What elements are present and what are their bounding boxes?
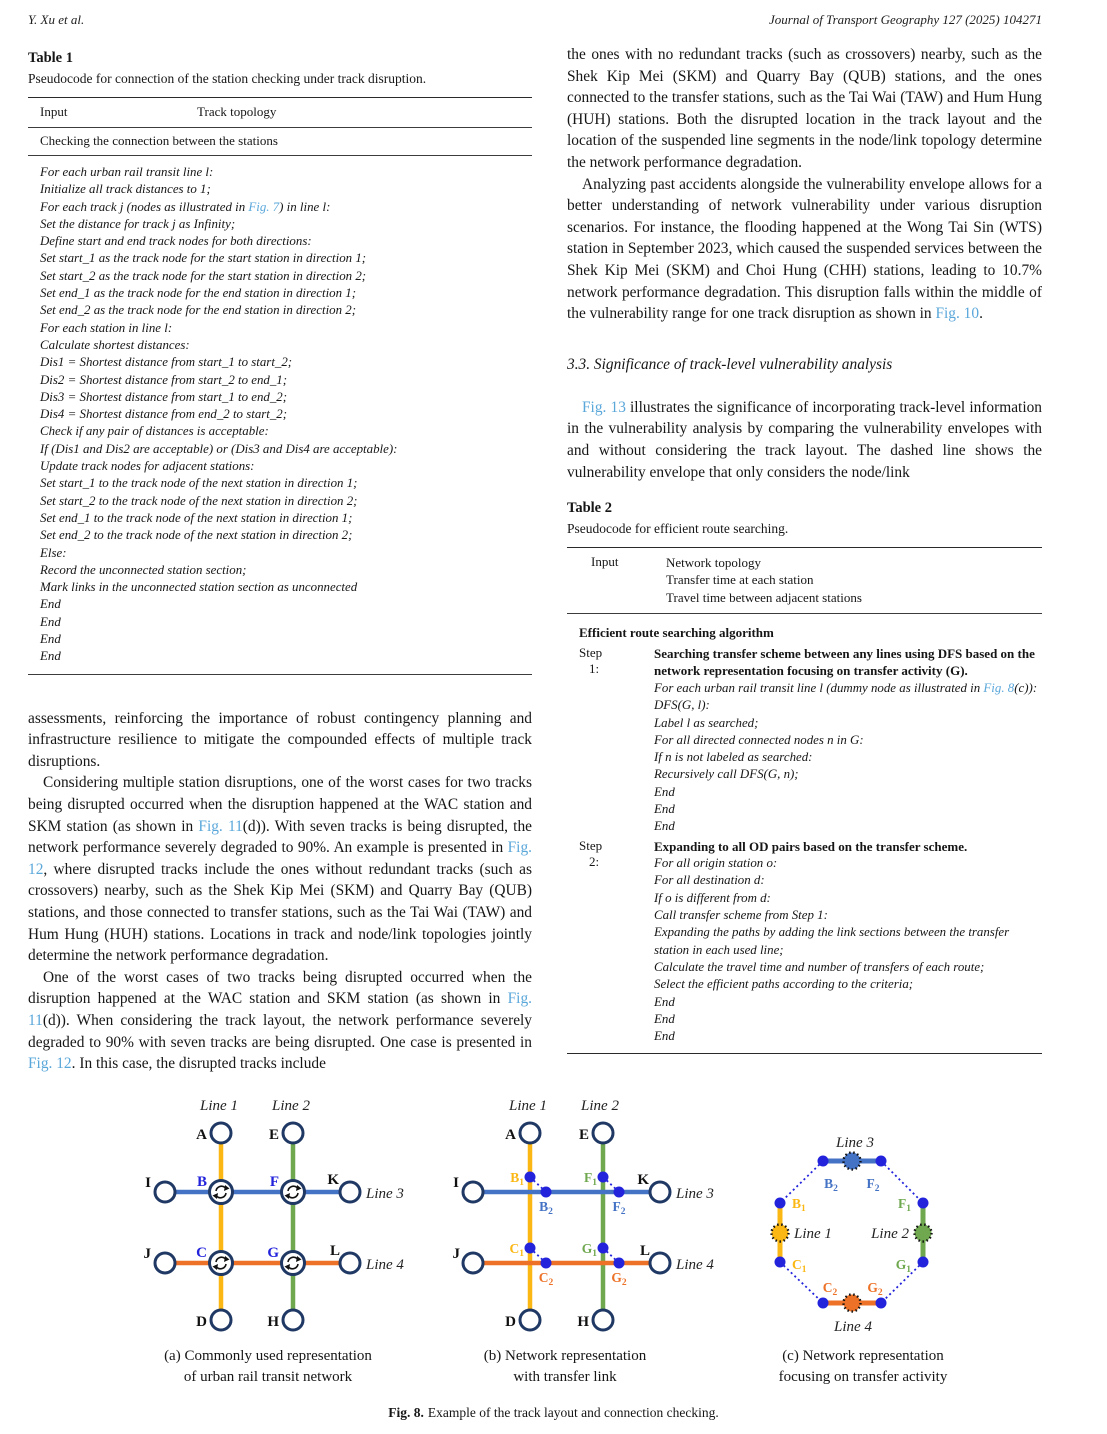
figure-reference-link[interactable]: Fig. 8 — [983, 680, 1015, 695]
pseudocode-line: End — [654, 784, 675, 799]
station-node — [520, 1123, 540, 1143]
dummy-node-line2 — [915, 1225, 932, 1242]
step1-label: Step 1: — [579, 644, 603, 676]
transfer-dot — [876, 1156, 887, 1167]
station-label: A — [196, 1127, 207, 1143]
station-label: K — [637, 1172, 649, 1188]
transfer-dot — [598, 1172, 609, 1183]
figure-reference-link[interactable]: Fig. 7 — [248, 199, 280, 214]
pseudocode-line: End — [40, 632, 61, 647]
station-node — [340, 1253, 360, 1273]
pseudocode-line: Calculate shortest distances: — [40, 337, 190, 352]
pseudocode-line: If (Dis1 and Dis2 are acceptable) or (Dis3 and Dis4 are acceptable): — [40, 441, 398, 456]
node-label-F1: $F_1$ — [898, 1196, 911, 1214]
line4-label: Line 4 — [366, 1257, 404, 1273]
pseudocode-line: Check if any pair of distances is acceptable: — [40, 424, 269, 439]
step1-pseudocode — [654, 680, 1042, 836]
section-heading-3-3: 3.3. Significance of track-level vulnerability analysis — [567, 355, 893, 373]
pseudocode-line: For all directed connected nodes n in G: — [654, 732, 864, 747]
station-node — [155, 1253, 175, 1273]
pseudocode-line: If o is different from d: — [654, 890, 771, 905]
line1-label: Line 1 — [794, 1226, 832, 1242]
pseudocode-line: End — [40, 649, 61, 664]
line3-label: Line 3 — [676, 1186, 714, 1202]
pseudocode-line: For each urban rail transit line l (dummy node as illustrated in Fig. 8(c)): — [654, 680, 1038, 695]
table1-caption: Pseudocode for connection of the station checking under track disruption. — [28, 71, 427, 86]
transfer-station-node — [282, 1252, 305, 1275]
transfer-dot — [918, 1198, 929, 1209]
transfer-station-node — [210, 1181, 233, 1204]
table2-input-value: Travel time between adjacent stations — [666, 589, 862, 605]
station-label: J — [452, 1246, 460, 1262]
pseudocode-line: Dis1 = Shortest distance from start_1 to start_2; — [40, 355, 293, 370]
table1 — [28, 97, 532, 675]
transfer-station-label: C — [196, 1245, 207, 1261]
table2-input-row — [567, 548, 1042, 613]
line2-label: Line 2 — [871, 1226, 909, 1242]
station-node — [463, 1182, 483, 1202]
figure8-diagram — [0, 1085, 1107, 1343]
pseudocode-line: Else: — [40, 545, 67, 560]
table2-step-2 — [567, 838, 1042, 1046]
figure-reference-link[interactable]: Fig. 11 — [198, 817, 243, 835]
pseudocode-line: Set end_1 to the track node of the next station in direction 1; — [40, 510, 353, 525]
pseudocode-line: Set end_2 as the track node for the end station in direction 2; — [40, 303, 357, 318]
transfer-dot — [775, 1257, 786, 1268]
table1-header-row — [28, 98, 532, 127]
transfer-station-label: B — [196, 1174, 207, 1190]
line3-label: Line 3 — [836, 1135, 874, 1151]
transfer-dot — [614, 1187, 625, 1198]
pseudocode-line: Update track nodes for adjacent stations: — [40, 459, 255, 474]
station-node — [211, 1310, 231, 1330]
transfer-dot — [818, 1298, 829, 1309]
figure8-caption — [0, 1405, 1107, 1421]
transfer-dot — [541, 1187, 552, 1198]
station-node — [593, 1310, 613, 1330]
station-node — [520, 1310, 540, 1330]
transfer-dot — [541, 1258, 552, 1269]
step2-body — [654, 838, 1042, 1046]
pseudocode-line: DFS(G, l): — [654, 698, 710, 713]
line1-label: Line 1 — [200, 1098, 238, 1114]
node-label-F1: $F_1$ — [584, 1170, 597, 1188]
left-paragraph-3: One of the worst cases of two tracks being disrupted occurred when the disruption happened at the WAC station and SKM station (as shown in Fig. 11(d)). When considering the track layout, the network performance severely degraded to 90% with seven tracks are being disrupted. One case is presented in Fig. 12. In this case, the disrupted tracks include — [28, 968, 532, 1073]
table1-subheader: Checking the connection between the stations — [40, 133, 278, 148]
figure-reference-link[interactable]: Fig. 12 — [28, 1055, 72, 1073]
pseudocode-line: Expanding the paths by adding the link sections between the transfer station in each used line; — [654, 925, 1010, 957]
node-label-B2: $B_2$ — [539, 1199, 553, 1217]
dummy-node-line4 — [844, 1295, 861, 1312]
panel-c-caption: (c) Network representation focusing on transfer activity — [778, 1348, 948, 1385]
table2-col-input: Input — [591, 554, 619, 570]
line4-label: Line 4 — [676, 1257, 714, 1273]
pseudocode-line: Label l as searched; — [654, 715, 759, 730]
figure-reference-link[interactable]: Fig. 10 — [935, 305, 980, 323]
station-label: I — [145, 1175, 151, 1191]
pseudocode-line: Set start_2 to the track node of the next station in direction 2; — [40, 493, 358, 508]
figure-reference-link[interactable]: Fig. 12 — [28, 839, 532, 878]
line4-label: Line 4 — [834, 1319, 872, 1335]
pseudocode-line: For each station in line l: — [40, 320, 173, 335]
station-node — [283, 1310, 303, 1330]
panel-b — [453, 1098, 715, 1330]
line1-label: Line 1 — [509, 1098, 547, 1114]
table1-col-input: Input — [40, 104, 68, 119]
pseudocode-line: Record the unconnected station section; — [40, 562, 247, 577]
transfer-dot — [876, 1298, 887, 1309]
pseudocode-line: Define start and end track nodes for both directions: — [40, 234, 312, 249]
table2-input-value: Network topology — [666, 555, 761, 571]
right-paragraph-1: the ones with no redundant tracks (such as crossovers) nearby, such as the Shek Kip Mei (SKM) and Quarry Bay (QUB) stations, and the ones connected to the transfer stations, such as the Tai Wai (TAW) and Hum Hung (HUH) stations. Both the disrupted location in the track layout and the location of the suspended line segments in the node/link topology determine the network performance degradation. — [567, 46, 1042, 171]
station-node — [463, 1253, 483, 1273]
pseudocode-line: If n is not labeled as searched: — [654, 750, 813, 765]
node-label-G2: $G_2$ — [611, 1270, 627, 1288]
station-label: E — [578, 1127, 589, 1143]
transfer-dot — [918, 1257, 929, 1268]
station-label: L — [329, 1243, 340, 1259]
pseudocode-line: Select the efficient paths according to the criteria; — [654, 977, 914, 992]
pseudocode-line: Dis3 = Shortest distance from start_1 to end_2; — [40, 389, 288, 404]
transfer-station-node — [282, 1181, 305, 1204]
pseudocode-line: End — [654, 802, 675, 817]
step1-body — [654, 645, 1042, 836]
node-label-F2: $F_2$ — [612, 1199, 626, 1217]
pseudocode-line: Set start_1 as the track node for the start station in direction 1; — [40, 251, 367, 266]
panel-b-caption: (b) Network representation with transfer link — [483, 1348, 647, 1385]
station-label: I — [453, 1175, 459, 1191]
pseudocode-line: Call transfer scheme from Step 1: — [654, 908, 828, 923]
table2-step-1 — [567, 645, 1042, 836]
panel-a — [144, 1098, 405, 1330]
node-label-C2: $C_2$ — [822, 1280, 838, 1298]
station-node — [650, 1253, 670, 1273]
dummy-node-line3 — [844, 1153, 861, 1170]
pseudocode-line: Dis2 = Shortest distance from start_2 to end_1; — [40, 372, 288, 387]
node-label-G2: $G_2$ — [867, 1280, 883, 1298]
station-label: K — [327, 1172, 339, 1188]
pseudocode-line: Set the distance for track j as Infinity; — [40, 216, 236, 231]
pseudocode-line: For each track j (nodes as illustrated in Fig. 7) in line l: — [40, 199, 331, 214]
table1-bottom-rule — [28, 674, 532, 675]
dummy-node-line1 — [772, 1225, 789, 1242]
station-node — [283, 1123, 303, 1143]
panel-a-caption: (a) Commonly used representation of urban rail transit network — [164, 1348, 372, 1385]
left-column — [28, 50, 532, 1075]
station-label: J — [143, 1246, 151, 1262]
table1-pseudocode — [28, 156, 532, 674]
figure8-caption-number: Fig. 8. — [388, 1405, 424, 1420]
table2-block — [567, 500, 1042, 1054]
station-label: D — [196, 1314, 207, 1330]
right-column — [567, 44, 1042, 1054]
node-label-B1: $B_1$ — [510, 1170, 524, 1188]
pseudocode-line: End — [654, 994, 675, 1009]
left-paragraph-1: assessments, reinforcing the importance of robust contingency planning and infrastructure resilience to mitigate the compounded effects of multiple track disruptions. — [28, 709, 532, 770]
pseudocode-line: End — [40, 614, 61, 629]
station-node — [340, 1182, 360, 1202]
transfer-dot — [598, 1243, 609, 1254]
pseudocode-line: End — [654, 1029, 675, 1044]
pseudocode-line: Calculate the travel time and number of transfers of each route; — [654, 959, 985, 974]
figure-reference-link[interactable]: Fig. 13 — [582, 398, 626, 416]
node-label-G1: $G_1$ — [581, 1241, 597, 1259]
panel-c — [772, 1135, 932, 1335]
line2-label: Line 2 — [272, 1098, 310, 1114]
station-label: D — [505, 1314, 516, 1330]
pseudocode-line: For each urban rail transit line l: — [40, 165, 214, 179]
station-label: A — [505, 1127, 516, 1143]
line2-label: Line 2 — [581, 1098, 619, 1114]
pseudocode-line: End — [654, 819, 675, 834]
table2-label: Table 2 — [567, 500, 612, 517]
figure8-caption-text: Example of the track layout and connection checking. — [427, 1405, 719, 1420]
node-label-C1: $C_1$ — [792, 1257, 807, 1275]
transfer-dot — [525, 1172, 536, 1183]
pseudocode-line: Set end_2 to the track node of the next station in direction 2; — [40, 528, 353, 543]
pseudocode-line: End — [40, 597, 61, 612]
pseudocode-line: Mark links in the unconnected station section as unconnected — [40, 580, 358, 595]
left-paragraph-2: Considering multiple station disruptions, one of the worst cases for two tracks being disrupted occurred when the disruption happened at the WAC station and SKM station (as shown in Fig. 11(d)). With seven tracks is being disrupted, the network performance severely degraded to 90%. An example is presented in Fig. 12, where disrupted tracks include the ones without redundant tracks (such as crossovers) nearby, such as the Shek Kip Mei (SKM) and Quarry Bay (QUB) stations, and those connected to transfer stations, such as the Tai Wai (TAW) and Hum Hung (HUH) stations. Locations in track and node/link topologies jointly determine the network performance degradation. — [28, 774, 532, 965]
station-node — [593, 1123, 613, 1143]
node-label-C2: $C_2$ — [538, 1270, 554, 1288]
step2-pseudocode — [654, 855, 1042, 1045]
node-label-C1: $C_1$ — [509, 1241, 524, 1259]
figure-reference-link[interactable]: Fig. 11 — [28, 990, 532, 1029]
table1-col-topology: Track topology — [197, 104, 277, 119]
table2-caption: Pseudocode for efficient route searching. — [567, 521, 789, 537]
transfer-station-label: G — [267, 1245, 279, 1261]
pseudocode-line: End — [654, 1011, 675, 1026]
pseudocode-line: Dis4 = Shortest distance from end_2 to start_2; — [40, 407, 288, 422]
table2-bottom-rule — [567, 1053, 1042, 1054]
transfer-station-node — [210, 1252, 233, 1275]
right-paragraph-2: Analyzing past accidents alongside the vulnerability envelope allows for a better understanding of network vulnerability under various disruption scenarios. For instance, the flooding happened at the Wong Tai Sin (WTS) station in September 2023, which caused the suspended services between the Shek Kip Mei (SKM) and Choi Hung (CHH) stations, leading to 10.7% network performance degradation. This disruption falls within the middle of the vulnerability range for one track disruption as shown in Fig. 10. — [567, 175, 1042, 323]
station-label: E — [268, 1127, 279, 1143]
line3-label: Line 3 — [366, 1186, 404, 1202]
pseudocode-line: Initialize all track distances to 1; — [40, 182, 211, 197]
table2-algorithm-title: Efficient route searching algorithm — [579, 624, 774, 640]
station-node — [650, 1182, 670, 1202]
table2-input-values — [666, 554, 862, 606]
node-label-B2: $B_2$ — [824, 1176, 838, 1194]
running-head-journal: Journal of Transport Geography 127 (2025) 104271 — [769, 12, 1042, 27]
station-label: L — [639, 1243, 650, 1259]
station-node — [211, 1123, 231, 1143]
transfer-station-label: F — [269, 1174, 279, 1190]
pseudocode-line: For all origin station o: — [654, 856, 778, 871]
pseudocode-line: For all destination d: — [654, 873, 765, 888]
transfer-dot — [614, 1258, 625, 1269]
transfer-dot — [775, 1198, 786, 1209]
pseudocode-line: Set start_1 to the track node of the next station in direction 1; — [40, 476, 358, 491]
table1-label: Table 1 — [28, 50, 73, 66]
pseudocode-line: Set start_2 as the track node for the start station in direction 2; — [40, 268, 367, 283]
pseudocode-line: Recursively call DFS(G, n); — [654, 767, 799, 782]
node-label-F2: $F_2$ — [866, 1176, 880, 1194]
pseudocode-line: Set end_1 as the track node for the end station in direction 1; — [40, 286, 357, 301]
running-head-authors: Y. Xu et al. — [28, 12, 85, 27]
transfer-dot — [525, 1243, 536, 1254]
node-label-G1: $G_1$ — [895, 1257, 911, 1275]
transfer-dot — [818, 1156, 829, 1167]
step1-title: Searching transfer scheme between any lines using DFS based on the network representation focusing on transfer activity (G). — [654, 645, 1035, 679]
station-label: H — [267, 1314, 279, 1330]
table2-input-value: Transfer time at each station — [666, 572, 814, 588]
transfer-link — [780, 1161, 823, 1203]
node-label-B1: $B_1$ — [792, 1196, 806, 1214]
station-label: H — [577, 1314, 589, 1330]
step2-label: Step 2: — [579, 837, 603, 869]
step2-title: Expanding to all OD pairs based on the transfer scheme. — [654, 838, 968, 854]
right-paragraph-3: Fig. 13 illustrates the significance of incorporating track-level information in the vulnerability analysis by comparing the vulnerability envelopes with and without considering the track layout. The dashed line shows the vulnerability envelope that only considers the node/link — [567, 398, 1042, 481]
left-text-block — [28, 708, 532, 1075]
station-node — [155, 1182, 175, 1202]
table2-steps — [567, 614, 1042, 1053]
